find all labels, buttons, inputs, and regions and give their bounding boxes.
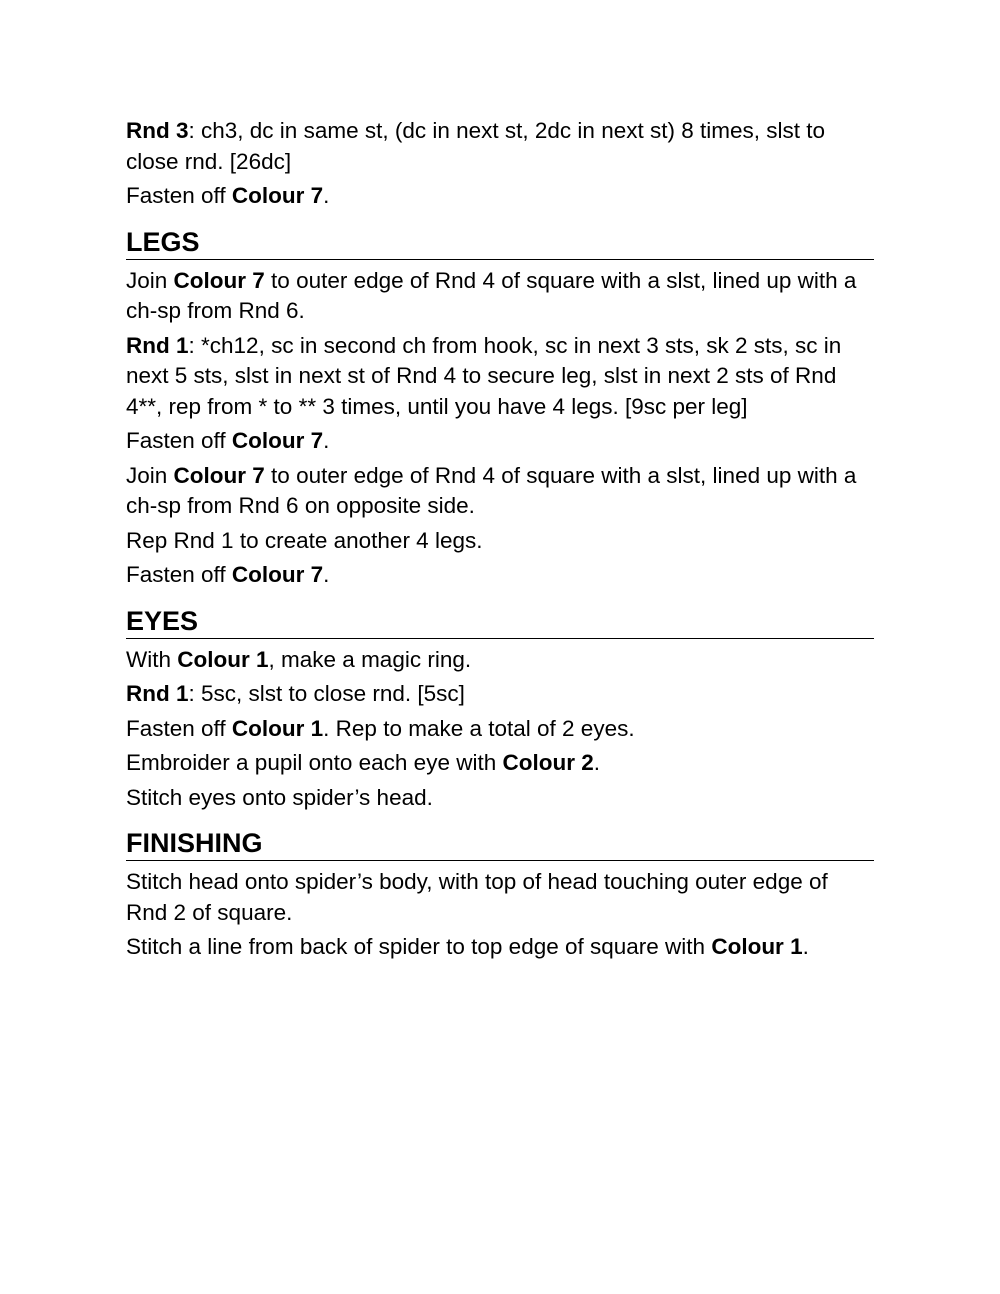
bold-lead: Rnd 1 [126,681,189,706]
bold-colour: Colour 7 [173,267,265,293]
paragraph-text: Join [126,462,174,488]
document-page [126,116,874,967]
paragraph [126,266,874,327]
intro-block [126,116,874,212]
bold-lead: Rnd 3 [126,118,189,143]
section-eyes [126,605,874,814]
paragraph-text: : *ch12, sc in second ch from hook, sc in next 3 sts, sk 2 sts, sc in next 5 sts, slst in next st of Rnd 4 to secure leg, slst in next 2 sts of Rnd 4**, rep from * to ** 3 times, until you have 4 legs. [9sc per leg] [126,332,842,419]
paragraph-text: : 5sc, slst to close rnd. [5sc] [188,681,465,706]
paragraph [126,331,874,423]
paragraph-text: Join [126,267,174,293]
section-legs [126,226,874,591]
paragraph [126,526,874,557]
paragraph-text: Fasten off [126,715,232,741]
bold-colour: Colour 2 [502,750,594,775]
paragraph [126,461,874,522]
paragraph-tail: . [323,183,330,208]
paragraph-tail: . [323,428,330,453]
paragraph-text: With [126,646,178,672]
paragraph-tail: . Rep to make a total of 2 eyes. [323,715,635,741]
paragraph-tail: , make a magic ring. [268,646,472,672]
section-finishing [126,827,874,963]
bold-lead: Rnd 1 [126,332,189,358]
bold-colour: Colour 7 [231,183,324,208]
bold-colour: Colour 1 [177,646,269,672]
paragraph-text: Stitch eyes onto spider’s head. [126,784,433,810]
paragraph-tail: to outer edge of Rnd 4 of square with a slst, lined up with a ch-sp from Rnd 6. [126,267,857,323]
paragraph-text: Rep Rnd 1 to create another 4 legs. [126,527,483,553]
paragraph [126,560,874,591]
bold-colour: Colour 7 [231,562,324,587]
paragraph [126,748,874,779]
paragraph [126,181,874,212]
paragraph [126,116,874,177]
paragraph-text: Fasten off [126,562,232,587]
paragraph-text: Stitch head onto spider’s body, with top of head touching outer edge of Rnd 2 of square. [126,869,828,925]
paragraph [126,645,874,676]
paragraph [126,783,874,814]
paragraph [126,679,874,710]
bold-colour: Colour 7 [173,462,265,488]
paragraph-tail: . [802,934,809,959]
paragraph-text: Stitch a line from back of spider to top edge of square with [126,934,712,959]
paragraph [126,426,874,457]
section-heading: LEGS [126,226,874,260]
bold-colour: Colour 1 [231,715,324,741]
paragraph-text: : ch3, dc in same st, (dc in next st, 2dc in next st) 8 times, slst to close rnd. [26dc] [126,118,826,174]
paragraph [126,714,874,745]
paragraph-text: Embroider a pupil onto each eye with [126,750,503,775]
paragraph [126,867,874,928]
bold-colour: Colour 7 [231,428,324,453]
section-heading: EYES [126,605,874,639]
paragraph-tail: . [323,562,330,587]
paragraph-tail: to outer edge of Rnd 4 of square with a slst, lined up with a ch-sp from Rnd 6 on opposite side. [126,462,857,518]
section-heading: FINISHING [126,827,874,861]
paragraph-tail: . [593,750,600,775]
paragraph-text: Fasten off [126,183,232,208]
paragraph [126,932,874,963]
bold-colour: Colour 1 [711,934,803,959]
paragraph-text: Fasten off [126,428,232,453]
